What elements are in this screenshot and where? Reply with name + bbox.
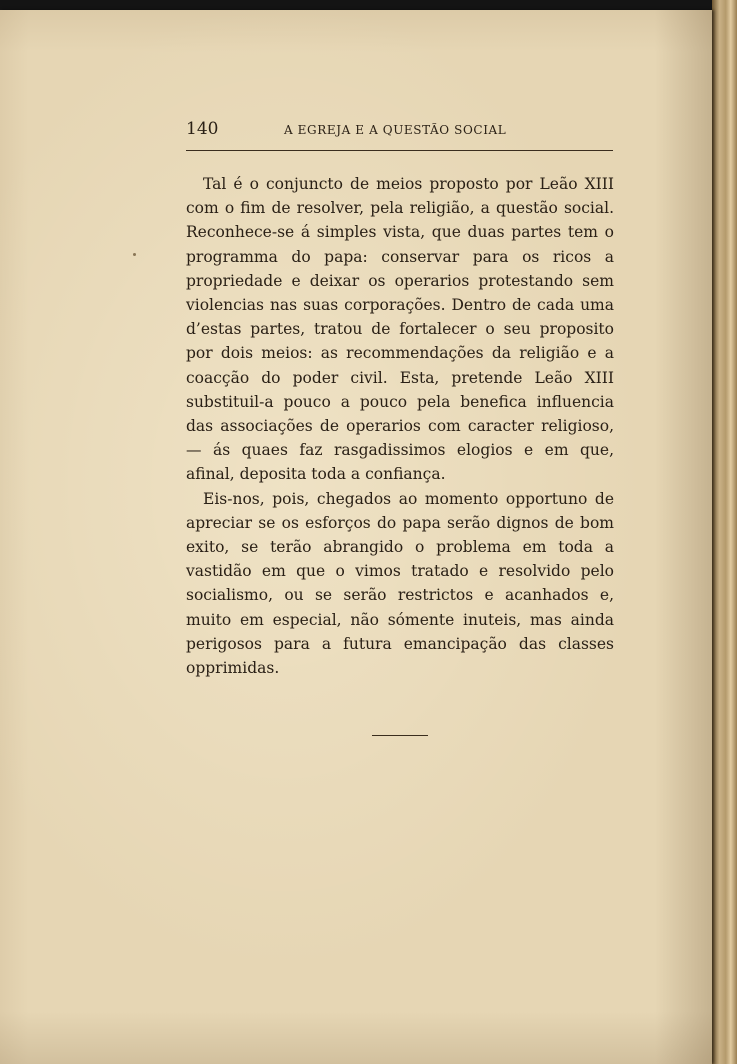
running-head: A EGREJA E A QUESTÃO SOCIAL (284, 123, 507, 137)
paragraph-2: Eis-nos, pois, chegados ao momento opportuno de apreciar se os esforços do papa serão dignos de bom exito, se terão abrangido o problema em toda a vastidão em que o vimos tratado e resolvido pelo socialismo, ou se serão restrictos e acanhados e, muito em especial, não sómente inuteis, mas ainda perigosos para a futura emancipação das classes opprimidas. (186, 489, 614, 678)
book-fore-edge (712, 0, 737, 1064)
body-text (186, 172, 614, 680)
paper-speck (133, 253, 136, 256)
paragraph-1: Tal é o conjuncto de meios proposto por Leão XIII com o fim de resolver, pela religião, a questão social. Reconhece-se á simples vista, que duas partes tem o programma do papa: conservar para os ricos a propriedade e deixar os operarios protestando sem violencias nas suas corporações. Dentro de cada uma d’estas partes, tratou de fortalecer o seu proposito por dois meios: as recommendações da religião e a coacção do poder civil. Esta, pretende Leão XIII substituil-a pouco a pouco pela benefica influencia das associações de operarios com caracter religioso, — ás quaes faz rasgadissimos elogios e em que, afinal, deposita toda a confiança. (186, 175, 614, 484)
section-end-rule (372, 735, 428, 736)
header-rule (186, 150, 613, 151)
page-header (186, 112, 612, 142)
page-number: 140 (186, 119, 219, 139)
scan-top-edge (0, 0, 737, 10)
